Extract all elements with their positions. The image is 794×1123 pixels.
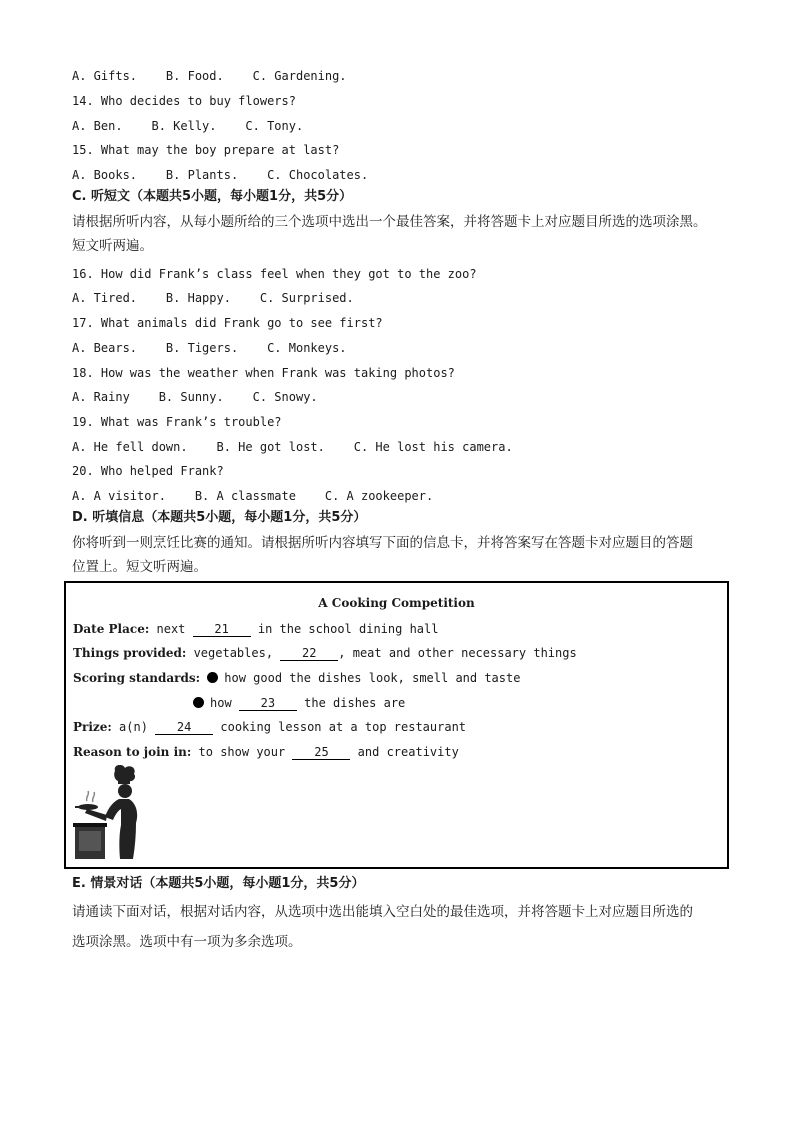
section-e-instruction-2: 选项涂黑。选项中有一项为多余选项。 xyxy=(72,934,302,950)
card-scoring-line-2 xyxy=(193,696,405,711)
scoring-item-1: how good the dishes look, smell and taste xyxy=(224,671,521,685)
q13-options: A. Gifts. B. Food. C. Gardening. xyxy=(72,69,347,83)
prize-pre: a(n) xyxy=(111,720,156,734)
card-date-line xyxy=(73,622,438,637)
q18-options: A. Rainy B. Sunny. C. Snowy. xyxy=(72,390,318,404)
reason-pre: to show your xyxy=(191,745,293,759)
q14-question: 14. Who decides to buy flowers? xyxy=(72,94,296,108)
scoring-2-post: the dishes are xyxy=(296,696,406,710)
card-scoring-line xyxy=(73,671,520,685)
section-c-instruction-2: 短文听两遍。 xyxy=(72,238,153,254)
things-label: Things provided: xyxy=(73,646,187,660)
blank-24[interactable]: 24 xyxy=(155,721,213,735)
reason-label: Reason to join in: xyxy=(73,745,192,759)
q14-options: A. Ben. B. Kelly. C. Tony. xyxy=(72,119,304,133)
card-prize-line xyxy=(73,720,466,735)
section-d-heading: D. 听填信息（本题共5小题，每小题1分，共5分） xyxy=(72,510,367,525)
card-things-line xyxy=(73,646,577,661)
q20-options: A. A visitor. B. A classmate C. A zookeeper. xyxy=(72,489,434,503)
info-card xyxy=(64,581,729,869)
section-c-heading: C. 听短文（本题共5小题，每小题1分，共5分） xyxy=(72,189,353,204)
section-d-instruction: 你将听到一则烹饪比赛的通知。请根据所听内容填写下面的信息卡，并将答案写在答题卡对应题目的答题 xyxy=(72,535,693,551)
blank-23[interactable]: 23 xyxy=(239,697,297,711)
blank-25[interactable]: 25 xyxy=(292,746,350,760)
section-d-instruction-2: 位置上。短文听两遍。 xyxy=(72,559,207,575)
q18-question: 18. How was the weather when Frank was taking photos? xyxy=(72,366,455,380)
section-c-instruction: 请根据所听内容，从每小题所给的三个选项中选出一个最佳答案，并将答题卡上对应题目所选的选项涂黑。 xyxy=(72,214,707,230)
q17-question: 17. What animals did Frank go to see first? xyxy=(72,316,383,330)
card-reason-line xyxy=(73,745,459,760)
date-post: in the school dining hall xyxy=(250,622,439,636)
blank-21[interactable]: 21 xyxy=(193,623,251,637)
scoring-label: Scoring standards: xyxy=(73,671,201,685)
q16-question: 16. How did Frank’s class feel when they got to the zoo? xyxy=(72,267,477,281)
q15-question: 15. What may the boy prepare at last? xyxy=(72,143,340,157)
blank-22[interactable]: 22 xyxy=(280,647,338,661)
scoring-2-pre: how xyxy=(210,696,239,710)
q16-options: A. Tired. B. Happy. C. Surprised. xyxy=(72,291,354,305)
date-pre: next xyxy=(149,622,193,636)
q19-question: 19. What was Frank’s trouble? xyxy=(72,415,282,429)
bullet-icon xyxy=(207,672,218,683)
bullet-icon xyxy=(193,697,204,708)
section-e-instruction: 请通读下面对话，根据对话内容，从选项中选出能填入空白处的最佳选项，并将答题卡上对应题目所选的 xyxy=(72,904,693,920)
card-title: A Cooking Competition xyxy=(318,596,475,610)
q19-options: A. He fell down. B. He got lost. C. He lost his camera. xyxy=(72,440,513,454)
q20-question: 20. Who helped Frank? xyxy=(72,464,224,478)
things-post: , meat and other necessary things xyxy=(338,646,577,660)
q15-options: A. Books. B. Plants. C. Chocolates. xyxy=(72,168,369,182)
reason-post: and creativity xyxy=(350,745,459,759)
things-pre: vegetables, xyxy=(186,646,281,660)
prize-label: Prize: xyxy=(73,720,112,734)
prize-post: cooking lesson at a top restaurant xyxy=(213,720,467,734)
chef-cooking-icon xyxy=(73,765,153,867)
section-e-heading: E. 情景对话（本题共5小题，每小题1分，共5分） xyxy=(72,876,365,891)
q17-options: A. Bears. B. Tigers. C. Monkeys. xyxy=(72,341,347,355)
date-label: Date Place: xyxy=(73,622,150,636)
